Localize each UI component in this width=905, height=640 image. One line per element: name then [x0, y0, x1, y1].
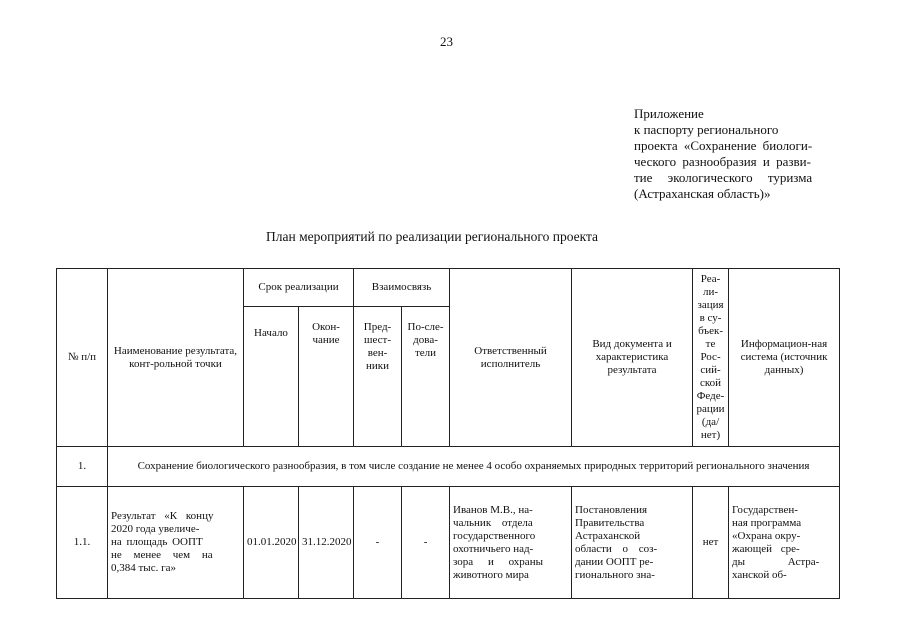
text-line: Астраханской — [575, 529, 641, 542]
text-line: ды Астра- — [732, 555, 820, 568]
header-predecessors: Пред-шест-вен-ники — [354, 307, 402, 447]
header-num: № п/п — [57, 269, 108, 447]
appendix-line: проекта «Сохранение биологи- — [634, 138, 813, 153]
row-subject-flag: нет — [693, 487, 729, 599]
text-line: чальник отдела — [453, 516, 533, 529]
appendix-line: Приложение — [634, 106, 704, 121]
header-relation: Взаимосвязь — [354, 269, 450, 307]
header-document: Вид документа и характеристика результата — [572, 269, 693, 447]
row-end-date: 31.12.2020 — [299, 487, 354, 599]
text-line: Государствен- — [732, 503, 798, 516]
header-start: Начало — [244, 307, 299, 447]
text-line: ная программа — [732, 516, 802, 529]
plan-title: План мероприятий по реализации регионального проекта — [266, 229, 599, 244]
header-end: Окон-чание — [299, 307, 354, 447]
text-line: зора и охраны — [453, 555, 543, 568]
row-document — [572, 487, 693, 599]
row-successors: - — [402, 487, 450, 599]
text-line: дании ООПТ ре- — [575, 555, 654, 568]
appendix-line: к паспорту регионального — [634, 122, 779, 137]
row-info-system — [729, 487, 840, 599]
text-line: охотничьего над- — [453, 542, 534, 555]
appendix-line: ческого разнообразия и разви- — [634, 154, 811, 169]
header-responsible: Ответственный исполнитель — [450, 269, 572, 447]
text-line: государственного — [453, 529, 536, 542]
appendix-line: (Астраханская область)» — [634, 186, 771, 201]
row-responsible — [450, 487, 572, 599]
row-predecessors: - — [354, 487, 402, 599]
page-number: 23 — [440, 34, 453, 49]
header-period: Срок реализации — [244, 269, 354, 307]
text-line: «Охрана окру- — [732, 529, 801, 542]
header-info-system: Информацион-ная система (источник данных) — [729, 269, 840, 447]
text-line: животного мира — [453, 568, 529, 581]
appendix-line: тие экологического туризма — [634, 170, 813, 185]
text-line: гионального зна- — [575, 568, 655, 581]
text-line: Правительства — [575, 516, 645, 529]
text-line: ханской об- — [732, 568, 787, 581]
text-line: жающей сре- — [732, 542, 800, 555]
row-start-date: 01.01.2020 — [244, 487, 299, 599]
text-line: не менее чем на — [111, 549, 213, 561]
plan-table — [56, 268, 840, 599]
header-name: Наименование результата, конт-рольной точки — [108, 269, 244, 447]
row-result-name — [108, 487, 244, 599]
text-line: 0,384 тыс. га» — [111, 562, 176, 574]
text-line: на площадь ООПТ — [111, 536, 203, 548]
section-text: Сохранение биологического разнообразия, в том числе создание не менее 4 особо охраняемых природных территорий регионального значения — [108, 447, 840, 487]
section-num: 1. — [57, 447, 108, 487]
text-line: Результат «К концу — [111, 510, 214, 522]
row-num: 1.1. — [57, 487, 108, 599]
appendix-note — [634, 106, 840, 202]
text-line: Постановления — [575, 503, 648, 516]
text-line: Иванов М.В., на- — [453, 503, 533, 516]
text-line: 2020 года увеличе- — [111, 523, 200, 535]
header-successors: По-сле-дова-тели — [402, 307, 450, 447]
text-line: области о соз- — [575, 542, 658, 555]
header-subject-flag: Реа-ли-зация в су-бъек-те Рос-сий-ской Феде-рации (да/нет) — [693, 269, 729, 447]
